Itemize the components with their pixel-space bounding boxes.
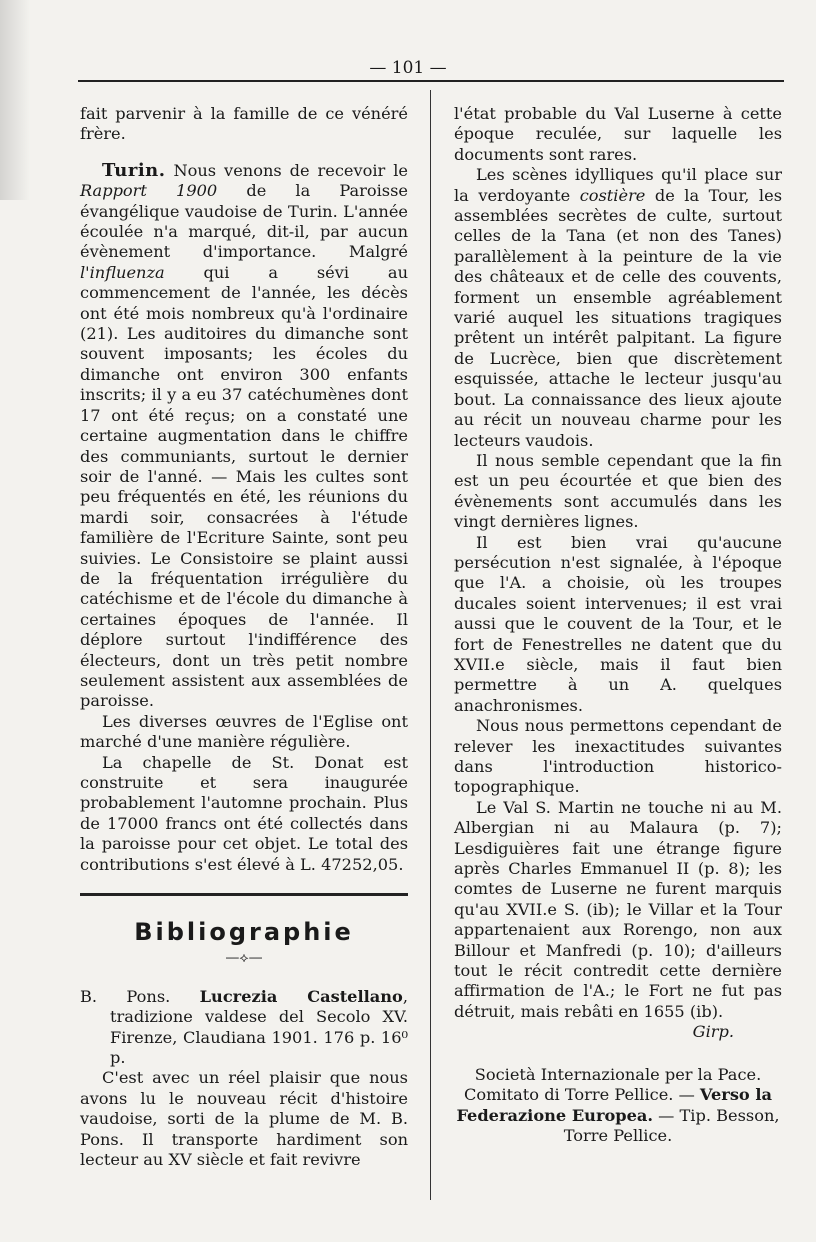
chapelle-paragraph: La chapelle de St. Donat est construite et sera inaugurée probablement l'automne prochain. Plus de 17000 francs ont été collectés dans la paroisse pour cet objet. Le total des contributions s'est élevé à L. 47252,05.	[80, 752, 408, 874]
scan-shadow	[0, 0, 30, 200]
persecution-paragraph: Il est bien vrai qu'aucune persécution n'est signalée, à l'époque que l'A. a choisie, où les troupes ducales soient intervenues; il est vrai aussi que le couvent de la Tour, et le fort de Fenestrelles ne datent que du XVII.e siècle, mais il faut bien permettre à un A. quelques anachronismes.	[454, 532, 782, 715]
book-title: Lucrezia Castellano	[199, 986, 403, 1006]
review-paragraph: C'est avec un réel plaisir que nous avons lu le nouveau récit d'histoire vaudoise, sorti de la plume de M. B. Pons. Il transporte hardiment son lecteur au XV siècle et fait revivre	[80, 1068, 408, 1170]
column-divider	[430, 90, 431, 1200]
signature: Girp.	[692, 1022, 734, 1042]
section-title: Bibliographie	[134, 918, 354, 947]
left-column	[80, 104, 408, 1171]
publication-notice: Società Internazionale per la Pace. Comitato di Torre Pellice. — Verso la Federazione Europea. — Tip. Besson, Torre Pellice.	[456, 1064, 780, 1145]
section-rule	[80, 893, 408, 896]
corrections-paragraph: Le Val S. Martin ne touche ni au M. Albergian ni au Malaura (p. 7); Lesdiguières fait une étrange figure après Charles Emmanuel II (p. 8); les comtes de Luserne ne furent marquis qu'au XVII.e S. (ib); le Villar et la Tour appartenaient aux Rorengo, non aux Billour et Manfredi (p. 10); d'ailleurs tout le récit contredit cette dernière affirmation de l'A.; le Fort ne fut pas détruit, mais rebâti en 1655 (ib).	[454, 797, 782, 1021]
bibliography-entry: B. Pons. Lucrezia Castellano, tradizione valdese del Secolo XV. Firenze, Claudiana 1901. 176 p. 16⁰ p.	[80, 986, 408, 1068]
publication-title: Verso la Federazione Europea.	[456, 1085, 773, 1125]
inexactitudes-paragraph: Nous nous permettons cependant de relever les inexactitudes suivantes dans l'introduction historico-topographique.	[454, 716, 782, 797]
scenes-paragraph: Les scènes idylliques qu'il place sur la verdoyante costière de la Tour, les assemblées secrètes de culte, surtout celles de la Tana (et non des Tanes) parallèlement à la peinture de la vie des châteaux et de celle des couvents, forment un ensemble agréablement varié auquel les situations tragiques prêtent un intérêt palpitant. La figure de Lucrèce, bien que discrètement esquissée, attache le lecteur jusqu'au bout. La connaissance des lieux ajoute au récit un nouveau charme pour les lecteurs vaudois.	[454, 165, 782, 450]
header-rule	[78, 80, 784, 82]
closing-paragraph: fait parvenir à la famille de ce vénéré frère.	[80, 104, 408, 144]
page-number: — 101 —	[369, 58, 447, 78]
turin-heading: Turin.	[102, 159, 166, 181]
ornament: —⟡—	[225, 950, 263, 967]
fin-paragraph: Il nous semble cependant que la fin est un peu écourtée et que bien des évènements sont accumulés dans les vingt dernières lignes.	[454, 450, 782, 532]
review-continuation: l'état probable du Val Luserne à cette époque reculée, sur laquelle les documents sont rares.	[454, 104, 782, 164]
oeuvres-paragraph: Les diverses œuvres de l'Eglise ont marché d'une manière régulière.	[80, 711, 408, 752]
turin-paragraph: Turin. Nous venons de recevoir le Rapport 1900 de la Paroisse évangélique vaudoise de Turin. L'année écoulée n'a marqué, dit-il, par aucun évènement d'importance. Malgré l'influenza qui a sévi au commencement de l'année, les décès ont été mois nombreux qu'à l'ordinaire (21). Les auditoires du dimanche sont souvent imposants; les écoles du dimanche ont environ 300 enfants inscrits; il y a eu 37 catéchumènes dont 17 ont été reçus; on a constaté une certaine augmentation dans le chiffre des communiants, surtout le dernier soir de l'anné. — Mais les cultes sont peu fréquentés en été, les réunions du mardi soir, consacrées à l'étude familière de l'Ecriture Sainte, sont peu suivies. Le Consistoire se plaint aussi de la fréquentation irrégulière du catéchisme et de l'école du dimanche à certaines époques de l'année. Il déplore surtout l'indifférence des électeurs, dont un très petit nombre seulement assistent aux assemblées de paroisse.	[80, 159, 408, 711]
right-column	[454, 104, 782, 1146]
